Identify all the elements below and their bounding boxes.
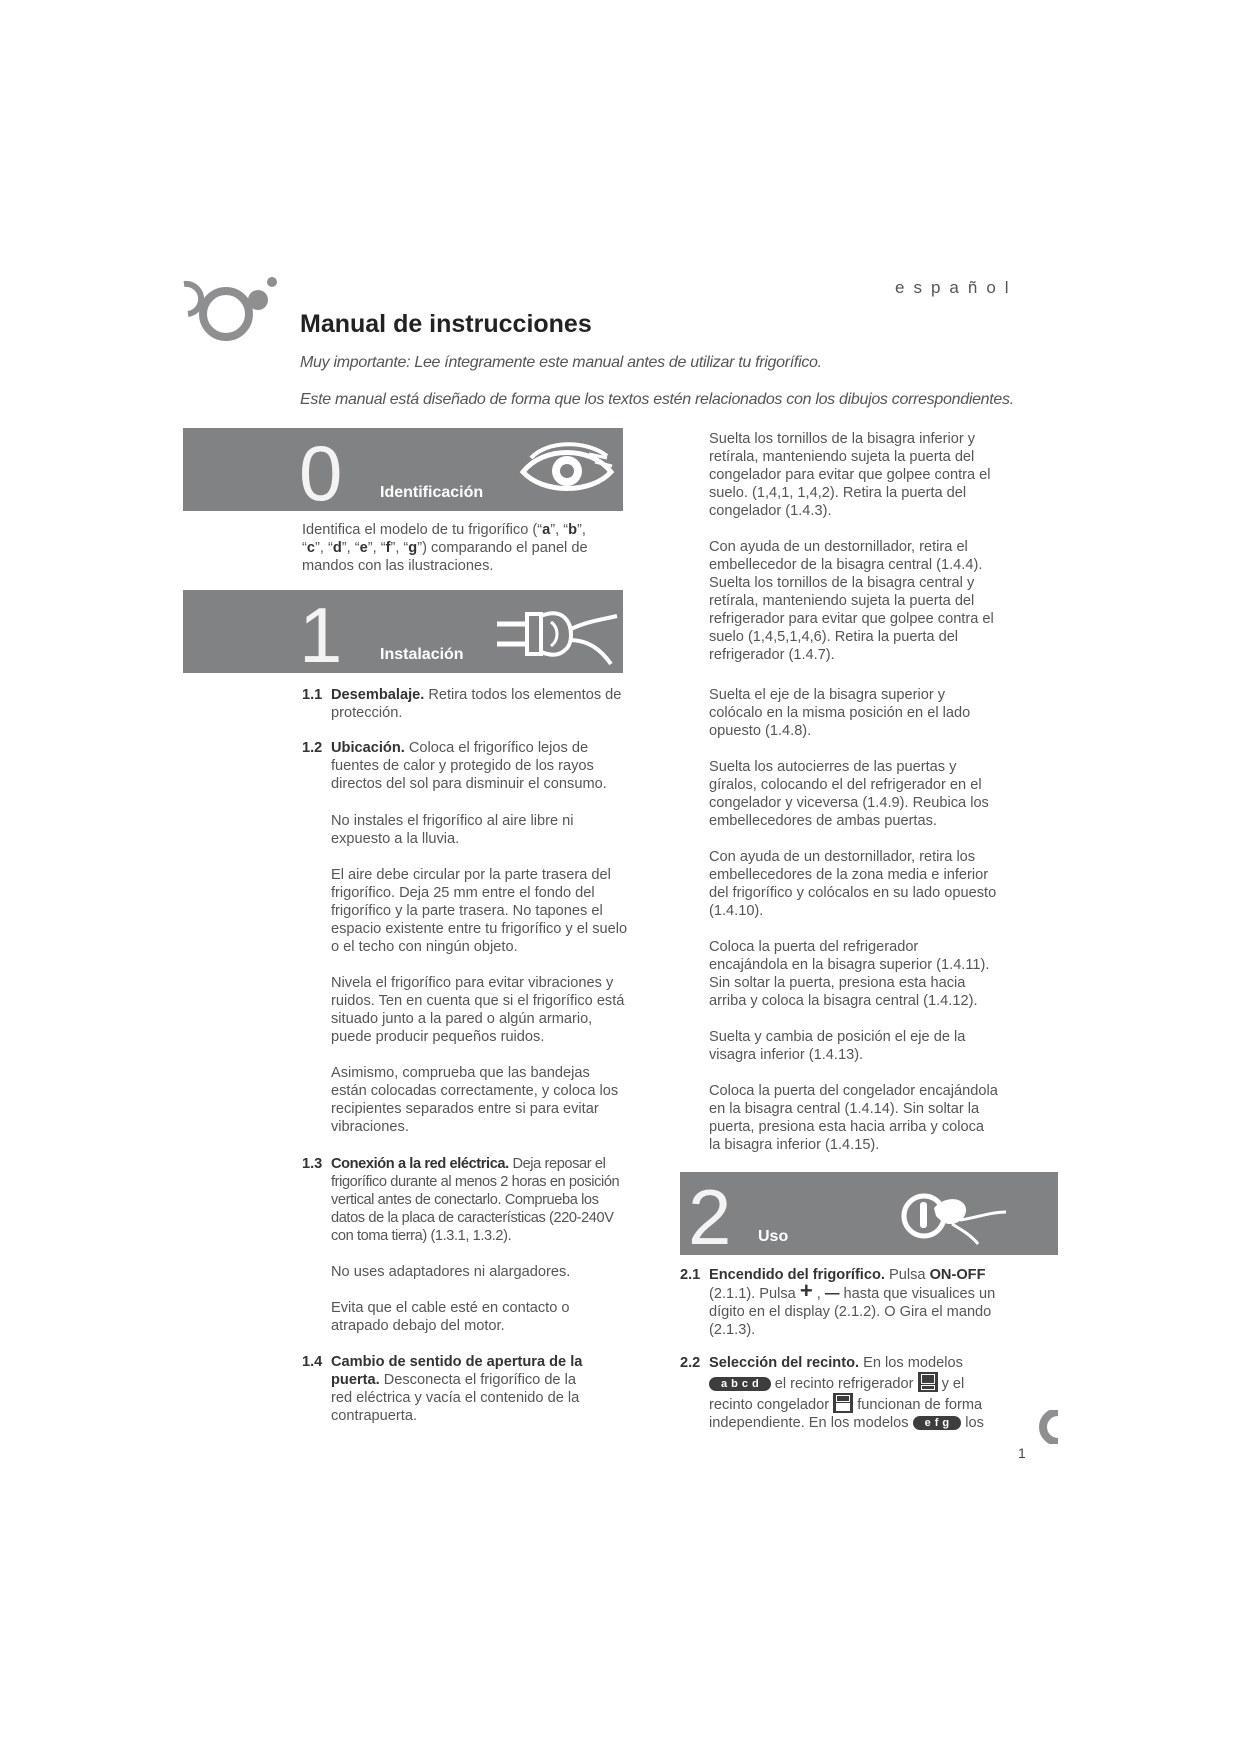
paragraph-right-4: Suelta los autocierres de las puertas y gíralos, colocando el del refrigerador en el congelador y viceversa (1.4.9). Reubica los embellecedores de ambas puertas. (709, 759, 989, 829)
section-number: 2.2 (680, 1355, 701, 1371)
section-heading: Desembalaje. (331, 687, 425, 703)
section-label: Instalación (380, 646, 464, 663)
paragraph-1-3a: No uses adaptadores ni alargadores. (331, 1264, 571, 1280)
section-number: 1.1 (302, 687, 323, 703)
model-badge-abcd: abcd (709, 1377, 771, 1391)
section-heading: Cambio de sentido de apertura de la puerta. (331, 1354, 583, 1388)
paragraph-right-3: Suelta el eje de la bisagra superior y colócalo en la misma posición en el lado opuesto (1.4.8). (709, 687, 971, 739)
section-number: 1 (299, 591, 343, 673)
paragraph-right-7: Suelta y cambia de posición el eje de la visagra inferior (1.4.13). (709, 1029, 966, 1063)
refrigerator-compartment-icon (918, 1372, 938, 1392)
language-label: español (895, 278, 1018, 297)
eye-icon (517, 436, 617, 502)
page-number: 1 (1018, 1445, 1026, 1461)
page-corner-ring-icon (1032, 1410, 1058, 1444)
section-number: 2 (688, 1173, 732, 1255)
section-number: 0 (299, 429, 343, 511)
freezer-compartment-icon (833, 1393, 853, 1413)
section-band-uso (680, 1172, 1058, 1255)
section-1-4: 1.4 Cambio de sentido de apertura de la puerta. Desconecta el frigorífico de la red eléctrica y vacía el contenido de la contrapuerta. (302, 1354, 583, 1424)
model-badge-efg: efg (913, 1416, 962, 1430)
paragraph-1-2b: El aire debe circular por la parte trasera del frigorífico. Deja 25 mm entre el fondo del frigorífico y la parte trasera. No tapones el espacio existente entre tu frigorífico y el suelo o el techo con ningún objeto. (331, 867, 628, 955)
section-1-3: 1.3 Conexión a la red eléctrica. Deja reposar el frigorífico durante al menos 2 horas en posición vertical antes de conectarlo. Comprueba los datos de la placa de características (220-240V con toma tierra) (1.3.1, 1.3.2). (302, 1156, 620, 1244)
section-heading: Ubicación. (331, 740, 405, 756)
section-heading: Selección del recinto. (709, 1355, 860, 1371)
section-band-instalacion (183, 590, 623, 673)
paragraph-1-2c: Nivela el frigorífico para evitar vibraciones y ruidos. Ten en cuenta que si el frigorífico está situado junto a la pared o algún armario, puede producir pequeños ruidos. (331, 975, 625, 1045)
plug-icon (489, 600, 619, 666)
section-1-2: 1.2 Ubicación. Coloca el frigorífico lejos de fuentes de calor y protegido de los rayos directos del sol para disminuir el consumo. (302, 740, 607, 792)
section-label: Identificación (380, 484, 484, 501)
section-number: 1.3 (302, 1156, 323, 1172)
section-1-1: 1.1 Desembalaje. Retira todos los elementos de protección. (302, 687, 622, 721)
section-number: 2.1 (680, 1267, 701, 1283)
paragraph-right-1: Suelta los tornillos de la bisagra inferior y retírala, manteniendo sujeta la puerta del congelador para evitar que golpee contra el suelo. (1,4,1, 1,4,2). Retira la puerta del congelador (1.4.3). (709, 431, 991, 519)
paragraph-1-2d: Asimismo, comprueba que las bandejas están colocadas correctamente, y coloca los recipientes separados entre si para evitar vibraciones. (331, 1065, 619, 1135)
section-heading: Conexión a la red eléctrica. (331, 1156, 509, 1172)
section-heading: Encendido del frigorífico. (709, 1267, 885, 1283)
plus-icon: + (799, 1278, 813, 1303)
section-number: 1.4 (302, 1354, 323, 1370)
section-2-1: 2.1 Encendido del frigorífico. Pulsa ON-OFF (2.1.1). Pulsa + , — hasta que visualices un dígito en el display (2.1.2). O Gira el mando (2.1.3). (680, 1267, 996, 1338)
identificacion-paragraph: Identifica el modelo de tu frigorífico (“a”, “b”, “c”, “d”, “e”, “f”, “g”) comparando el panel de mandos con las ilustraciones. (302, 522, 588, 574)
intro-important: Muy importante: Lee íntegramente este manual antes de utilizar tu frigorífico. (300, 354, 822, 371)
paragraph-right-6: Coloca la puerta del refrigerador encajándola en la bisagra superior (1.4.11). Sin soltar la puerta, presiona esta hacia arriba y coloca la bisagra central (1.4.12). (709, 939, 990, 1009)
paragraph-right-2: Con ayuda de un destornillador, retira el embellecedor de la bisagra central (1.4.4). Suelta los tornillos de la bisagra central y retírala, manteniendo sujeta la puerta del refrigerador para evitar que golpee contra el suelo (1,4,5,1,4,6). Retira la puerta del refrigerador (1.4.7). (709, 539, 994, 663)
section-label: Uso (758, 1228, 789, 1245)
minus-icon: — (824, 1286, 840, 1302)
section-2-2: 2.2 Selección del recinto. En los modelos abcd el recinto refrigerador y el recinto congelador funcionan de forma independiente. En los modelos efg los (680, 1355, 984, 1431)
brand-logo-icon (178, 276, 280, 348)
page-title: Manual de instrucciones (300, 310, 592, 338)
finger-press-knob-icon (890, 1180, 1010, 1246)
intro-description: Este manual está diseñado de forma que los textos estén relacionados con los dibujos correspondientes. (300, 391, 1014, 408)
on-off-label: ON-OFF (929, 1267, 986, 1283)
section-number: 1.2 (302, 740, 323, 756)
paragraph-right-8: Coloca la puerta del congelador encajándola en la bisagra central (1.4.14). Sin soltar la puerta, presiona esta hacia arriba y coloca la bisagra inferior (1.4.15). (709, 1083, 998, 1153)
paragraph-1-2a: No instales el frigorífico al aire libre ni expuesto a la lluvia. (331, 813, 574, 847)
section-band-identificacion (183, 428, 623, 511)
paragraph-right-5: Con ayuda de un destornillador, retira los embellecedores de la zona media e inferior del frigorífico y colócalos en su lado opuesto (1.4.10). (709, 849, 997, 919)
paragraph-1-3b: Evita que el cable esté en contacto o atrapado debajo del motor. (331, 1300, 570, 1334)
